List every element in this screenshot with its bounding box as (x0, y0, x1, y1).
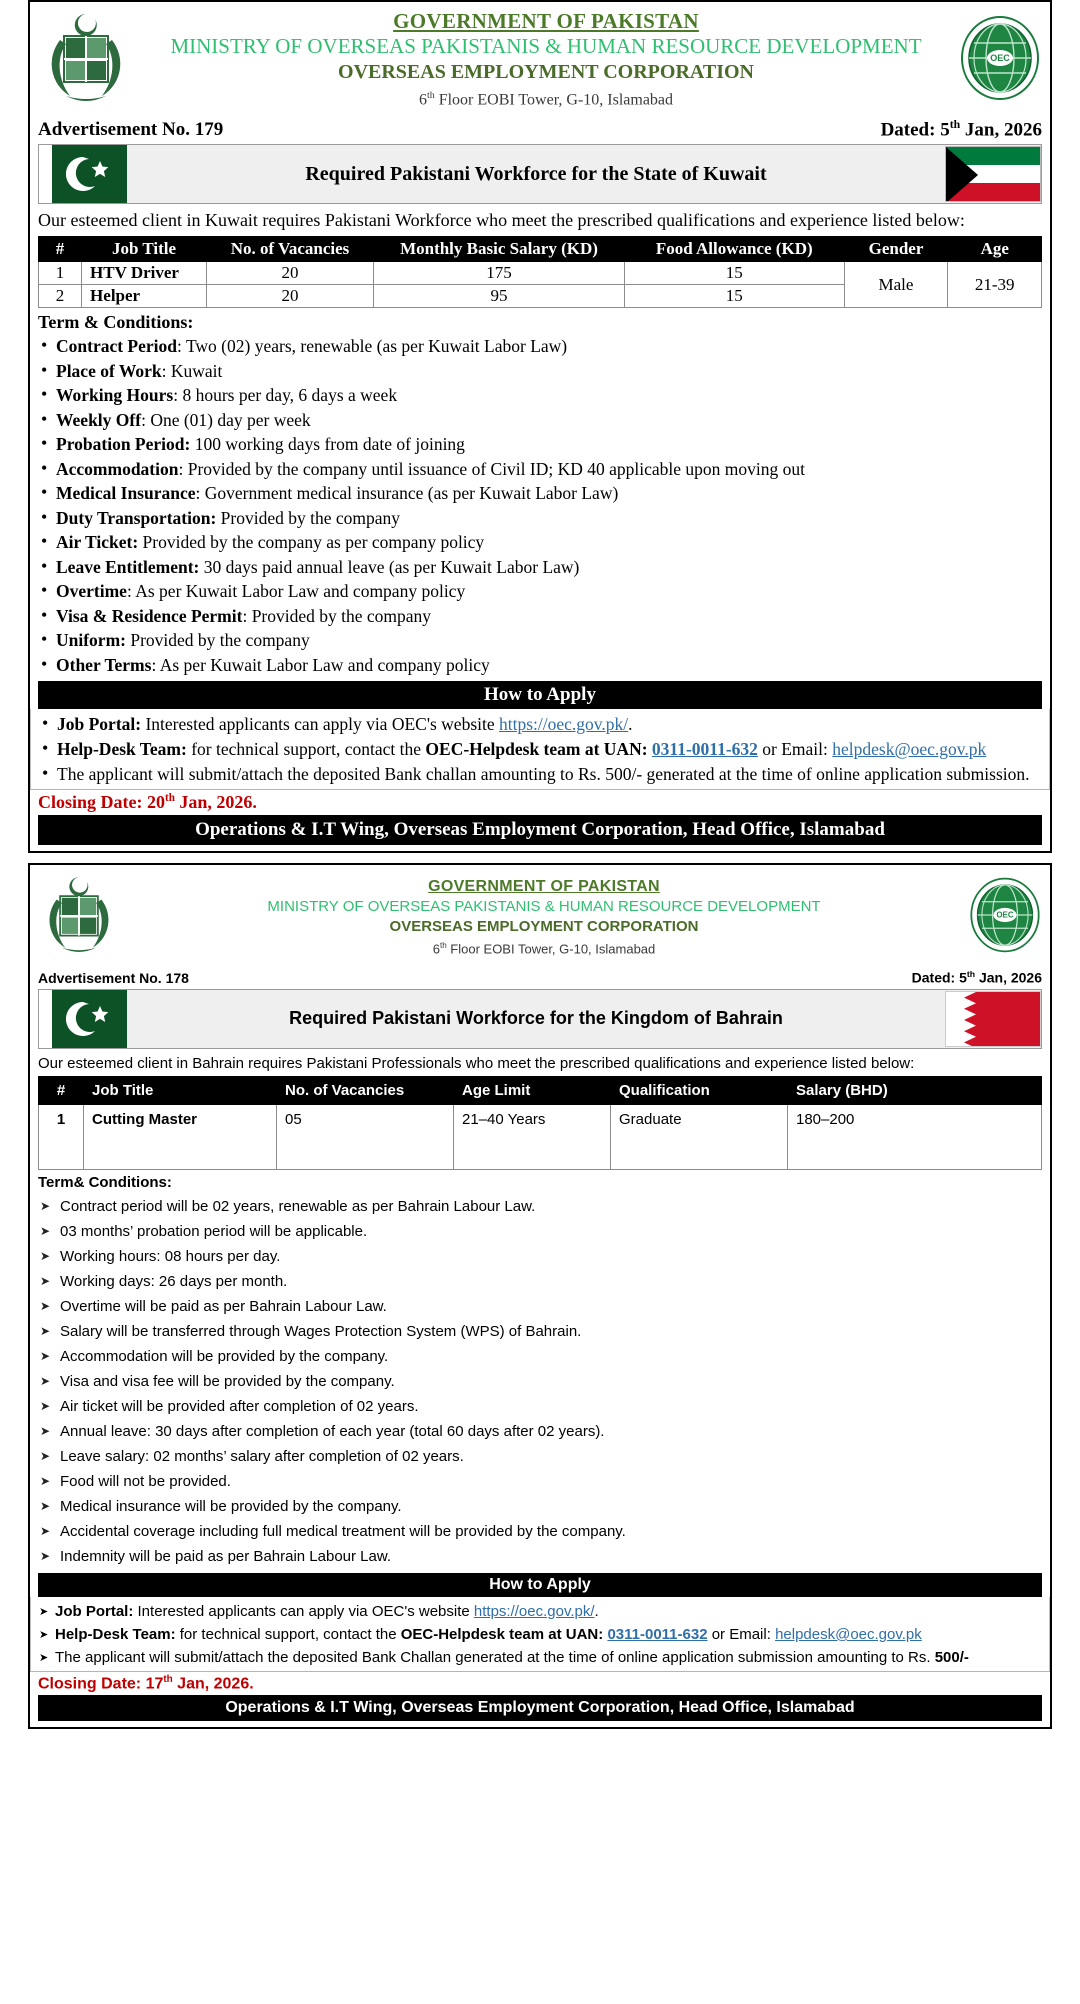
oec-website-link[interactable]: https://oec.gov.pk/ (473, 1602, 595, 1620)
table-row (39, 1104, 1042, 1169)
cell-vacancies: 20 (207, 262, 374, 285)
closing-date-bahrain: Closing Date: 17th Jan, 2026. (30, 1671, 1050, 1695)
ministry-title: MINISTRY OF OVERSEAS PAKISTANIS & HUMAN RESOURCE DEVELOPMENT (170, 34, 922, 59)
col-vacancies: No. of Vacancies (277, 1076, 454, 1104)
term-item: • Weekly Off: One (01) day per week (38, 408, 1042, 433)
letterhead-bahrain (30, 865, 1050, 968)
cell-food-allowance: 15 (625, 262, 845, 285)
term-item: • Accommodation: Provided by the company until issuance of Civil ID; KD 40 applicable upon moving out (38, 457, 1042, 482)
oec-logo-icon (966, 875, 1044, 960)
banner-title-bahrain: Required Pakistani Workforce for the Kingdom of Bahrain (289, 1008, 783, 1029)
advertisement-date: Dated: 5th Jan, 2026 (880, 118, 1042, 141)
cell-index: 1 (39, 262, 82, 285)
pakistan-flag-icon (39, 145, 127, 203)
cell-job-title: Cutting Master (84, 1104, 277, 1169)
how-to-apply-header-bahrain: How to Apply (38, 1573, 1042, 1597)
col-job-title: Job Title (84, 1076, 277, 1104)
col-index: # (39, 1076, 84, 1104)
term-item: • Overtime: As per Kuwait Labor Law and company policy (38, 579, 1042, 604)
col-qualification: Qualification (611, 1076, 788, 1104)
pakistan-state-emblem-icon (36, 869, 122, 966)
oec-logo-icon (956, 13, 1044, 108)
term-item: • Contract Period: Two (02) years, renewable (as per Kuwait Labor Law) (38, 334, 1042, 359)
terms-section-bahrain (30, 1170, 1050, 1571)
helpdesk-phone-link[interactable]: 0311-0011-632 (607, 1625, 708, 1643)
term-item: ➤ Air ticket will be provided after completion of 02 years. (38, 1394, 1042, 1419)
footer-kuwait: Operations & I.T Wing, Overseas Employment Corporation, Head Office, Islamabad (38, 815, 1042, 845)
letterhead-kuwait (30, 2, 1050, 117)
helpdesk-phone-link[interactable]: 0311-0011-632 (651, 739, 758, 760)
government-title: GOVERNMENT OF PAKISTAN (393, 9, 699, 34)
terms-heading: Term& Conditions: (38, 1173, 172, 1191)
apply-item-job-portal: • Job Portal: Interested applicants can apply via OEC's website https://oec.gov.pk/. (39, 712, 1041, 737)
col-salary: Monthly Basic Salary (KD) (374, 237, 625, 262)
cell-qualification: Graduate (611, 1104, 788, 1169)
cell-job-title: Helper (82, 285, 207, 308)
term-item: ➤ Overtime will be paid as per Bahrain Labour Law. (38, 1294, 1042, 1319)
terms-list-bahrain (38, 1194, 1042, 1569)
advertisement-date: Dated: 5th Jan, 2026 (911, 969, 1042, 986)
terms-list-kuwait (38, 334, 1042, 677)
advertisement-line-bahrain (30, 968, 1050, 989)
term-item: ➤ Salary will be transferred through Wages Protection System (WPS) of Bahrain. (38, 1319, 1042, 1344)
helpdesk-email-link[interactable]: helpdesk@oec.gov.pk (775, 1625, 922, 1643)
col-vacancies: No. of Vacancies (207, 237, 374, 262)
office-address: 6th Floor EOBI Tower, G-10, Islamabad (418, 90, 674, 109)
col-salary-bhd: Salary (BHD) (788, 1076, 1042, 1104)
term-item: • Uniform: Provided by the company (38, 628, 1042, 653)
apply-list-kuwait (39, 712, 1041, 787)
table-row (39, 262, 1042, 285)
term-item: • Working Hours: 8 hours per day, 6 days a week (38, 383, 1042, 408)
terms-section-kuwait (30, 308, 1050, 679)
apply-list-bahrain (39, 1600, 1041, 1669)
bahrain-flag-icon (945, 990, 1041, 1048)
cell-index: 1 (39, 1104, 84, 1169)
apply-item-challan: ➤ The applicant will submit/attach the deposited Bank Challan generated at the time of online application submission amounting to Rs. 500/- (39, 1646, 1041, 1669)
oec-website-link[interactable]: https://oec.gov.pk/ (499, 714, 629, 735)
cell-salary: 175 (374, 262, 625, 285)
col-age: Age (948, 237, 1042, 262)
intro-text-bahrain: Our esteemed client in Bahrain requires Pakistani Professionals who meet the prescribed qualifications and experience listed below: (38, 1054, 915, 1072)
col-age-limit: Age Limit (454, 1076, 611, 1104)
term-item: ➤ Accidental coverage including full medical treatment will be provided by the company. (38, 1519, 1042, 1544)
banner-kuwait (38, 144, 1042, 204)
ministry-title: MINISTRY OF OVERSEAS PAKISTANIS & HUMAN RESOURCE DEVELOPMENT (267, 898, 821, 916)
term-item: • Visa & Residence Permit: Provided by the company (38, 604, 1042, 629)
apply-section-bahrain (30, 1597, 1050, 1671)
term-item: ➤ Indemnity will be paid as per Bahrain Labour Law. (38, 1544, 1042, 1569)
term-item: ➤ Contract period will be 02 years, renewable as per Bahrain Labour Law. (38, 1194, 1042, 1219)
term-item: ➤ Medical insurance will be provided by the company. (38, 1494, 1042, 1519)
term-item: ➤ Accommodation will be provided by the company. (38, 1344, 1042, 1369)
advertisement-line-kuwait (30, 117, 1050, 144)
office-address: 6th Floor EOBI Tower, G-10, Islamabad (432, 941, 656, 957)
intro-text-kuwait: Our esteemed client in Kuwait requires Pakistani Workforce who meet the prescribed qualifications and experience listed below: (38, 210, 965, 231)
advertisement-bahrain (28, 863, 1052, 1729)
government-title: GOVERNMENT OF PAKISTAN (428, 878, 660, 896)
term-item: ➤ Food will not be provided. (38, 1469, 1042, 1494)
banner-title-kuwait: Required Pakistani Workforce for the State of Kuwait (305, 162, 767, 185)
cell-salary: 95 (374, 285, 625, 308)
cell-vacancies: 20 (207, 285, 374, 308)
closing-date-kuwait: Closing Date: 20th Jan, 2026. (30, 789, 1050, 815)
kuwait-flag-icon (945, 145, 1041, 203)
col-job-title: Job Title (82, 237, 207, 262)
cell-index: 2 (39, 285, 82, 308)
term-item: • Probation Period: 100 working days from date of joining (38, 432, 1042, 457)
letterhead-text-kuwait (136, 9, 956, 111)
advertisement-kuwait (28, 0, 1052, 853)
pakistan-state-emblem-icon (36, 6, 136, 115)
table-header-row (39, 1076, 1042, 1104)
term-item: ➤ Leave salary: 02 months’ salary after completion of 02 years. (38, 1444, 1042, 1469)
footer-bahrain: Operations & I.T Wing, Overseas Employment Corporation, Head Office, Islamabad (38, 1695, 1042, 1721)
pakistan-flag-icon (39, 990, 127, 1048)
cell-gender: Male (844, 262, 948, 308)
term-item: • Other Terms: As per Kuwait Labor Law and company policy (38, 653, 1042, 678)
term-item: • Duty Transportation: Provided by the company (38, 506, 1042, 531)
term-item: • Air Ticket: Provided by the company as per company policy (38, 530, 1042, 555)
terms-heading: Term & Conditions: (38, 312, 194, 333)
term-item: ➤ Working days: 26 days per month. (38, 1269, 1042, 1294)
term-item: ➤ Working hours: 08 hours per day. (38, 1244, 1042, 1269)
cell-job-title: HTV Driver (82, 262, 207, 285)
letterhead-text-bahrain (122, 877, 966, 958)
helpdesk-email-link[interactable]: helpdesk@oec.gov.pk (832, 739, 987, 760)
cell-age: 21-39 (948, 262, 1042, 308)
term-item: • Leave Entitlement: 30 days paid annual leave (as per Kuwait Labor Law) (38, 555, 1042, 580)
advertisement-number: Advertisement No. 179 (38, 119, 224, 141)
term-item: ➤ Annual leave: 30 days after completion of each year (total 60 days after 02 years). (38, 1419, 1042, 1444)
col-index: # (39, 237, 82, 262)
cell-age-limit: 21–40 Years (454, 1104, 611, 1169)
corporation-title: OVERSEAS EMPLOYMENT CORPORATION (389, 918, 699, 936)
banner-bahrain (38, 989, 1042, 1049)
svg-text:OEC: OEC (990, 53, 1010, 63)
jobs-table-bahrain (38, 1076, 1042, 1170)
term-item: ➤ Visa and visa fee will be provided by the company. (38, 1369, 1042, 1394)
apply-item-job-portal: ➤ Job Portal: Interested applicants can apply via OEC's website https://oec.gov.pk/. (39, 1600, 1041, 1623)
apply-section-kuwait (30, 709, 1050, 789)
apply-item-helpdesk: • Help-Desk Team: for technical support, contact the OEC-Helpdesk team at UAN: 0311-0011-632 or Email: helpdesk@oec.gov.pk (39, 737, 1041, 762)
term-item: • Medical Insurance: Government medical insurance (as per Kuwait Labor Law) (38, 481, 1042, 506)
cell-food-allowance: 15 (625, 285, 845, 308)
term-item: • Place of Work: Kuwait (38, 359, 1042, 384)
col-food-allowance: Food Allowance (KD) (625, 237, 845, 262)
apply-item-helpdesk: ➤ Help-Desk Team: for technical support, contact the OEC-Helpdesk team at UAN: 0311-0011-632 or Email: helpdesk@oec.gov.pk (39, 1623, 1041, 1646)
apply-item-challan: • The applicant will submit/attach the deposited Bank challan amounting to Rs. 500/- generated at the time of online application submission. (39, 762, 1041, 787)
col-gender: Gender (844, 237, 948, 262)
table-header-row (39, 237, 1042, 262)
cell-vacancies: 05 (277, 1104, 454, 1169)
how-to-apply-header-kuwait: How to Apply (38, 681, 1042, 709)
svg-text:OEC: OEC (996, 910, 1014, 920)
term-item: ➤ 03 months’ probation period will be applicable. (38, 1219, 1042, 1244)
jobs-table-kuwait (38, 236, 1042, 308)
advertisement-number: Advertisement No. 178 (38, 969, 189, 986)
corporation-title: OVERSEAS EMPLOYMENT CORPORATION (338, 61, 754, 84)
cell-salary: 180–200 (788, 1104, 1042, 1169)
